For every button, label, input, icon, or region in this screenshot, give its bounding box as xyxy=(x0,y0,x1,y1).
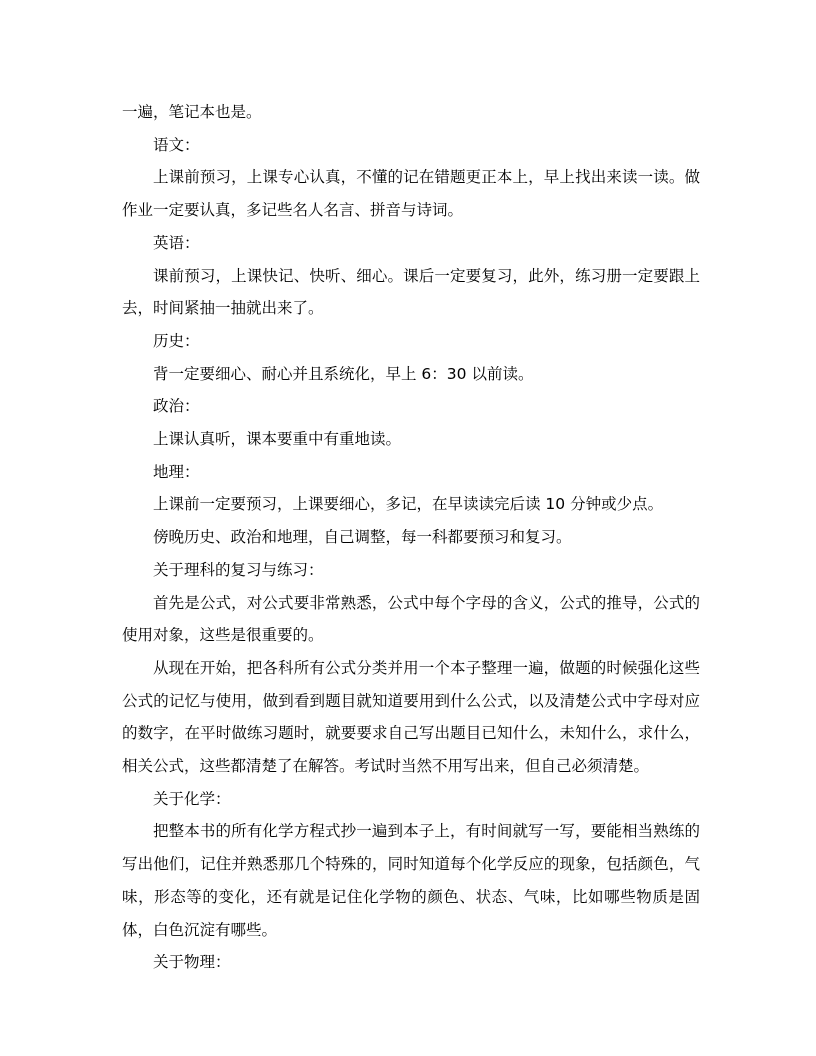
paragraph-chinese: 上课前预习，上课专心认真，不懂的记在错题更正本上，早上找出来读一读。做作业一定要认真，多记些名人名言、拼音与诗词。 xyxy=(122,168,700,220)
document-body xyxy=(122,96,700,979)
paragraph-politics: 上课认真听，课本要重中有重地读。 xyxy=(153,430,402,449)
paragraph-evening-study: 傍晚历史、政治和地理，自己调整，每一科都要预习和复习。 xyxy=(153,528,572,547)
heading-chemistry: 关于化学： xyxy=(153,789,231,808)
heading-english: 英语： xyxy=(153,233,200,252)
paragraph-formula-organization: 从现在开始，把各科所有公式分类并用一个本子整理一遍，做题的时候强化这些公式的记忆与使用，做到看到题目就知道要用到什么公式，以及清楚公式中字母对应的数字，在平时做练习题时，就要要求自己写出题目已知什么，未知什么，求什么，相关公式，这些都清楚了在解答。考试时当然不用写出来，但自己必须清楚。 xyxy=(122,658,700,776)
paragraph-formulas: 首先是公式，对公式要非常熟悉，公式中每个字母的含义，公式的推导，公式的使用对象，这些是很重要的。 xyxy=(122,593,700,645)
paragraph-history: 背一定要细心、耐心并且系统化，早上 6：30 以前读。 xyxy=(153,364,534,383)
paragraph-continuation: 一遍，笔记本也是。 xyxy=(122,103,262,121)
heading-chinese: 语文： xyxy=(153,135,200,154)
paragraph-english: 课前预习，上课快记、快听、细心。课后一定要复习，此外，练习册一定要跟上去，时间紧抽一抽就出来了。 xyxy=(122,266,700,318)
heading-science-review: 关于理科的复习与练习： xyxy=(153,560,324,579)
heading-physics: 关于物理： xyxy=(153,953,231,972)
paragraph-chemistry: 把整本书的所有化学方程式抄一遍到本子上，有时间就写一写，要能相当熟练的写出他们，记住并熟悉那几个特殊的，同时知道每个化学反应的现象，包括颜色，气味，形态等的变化，还有就是记住化学物的颜色、状态、气味，比如哪些物质是固体，白色沉淀有哪些。 xyxy=(122,822,700,939)
heading-politics: 政治： xyxy=(153,397,200,416)
paragraph-geography: 上课前一定要预习，上课要细心，多记，在早读读完后读 10 分钟或少点。 xyxy=(153,495,664,514)
heading-history: 历史： xyxy=(153,331,200,350)
heading-geography: 地理： xyxy=(153,462,200,481)
